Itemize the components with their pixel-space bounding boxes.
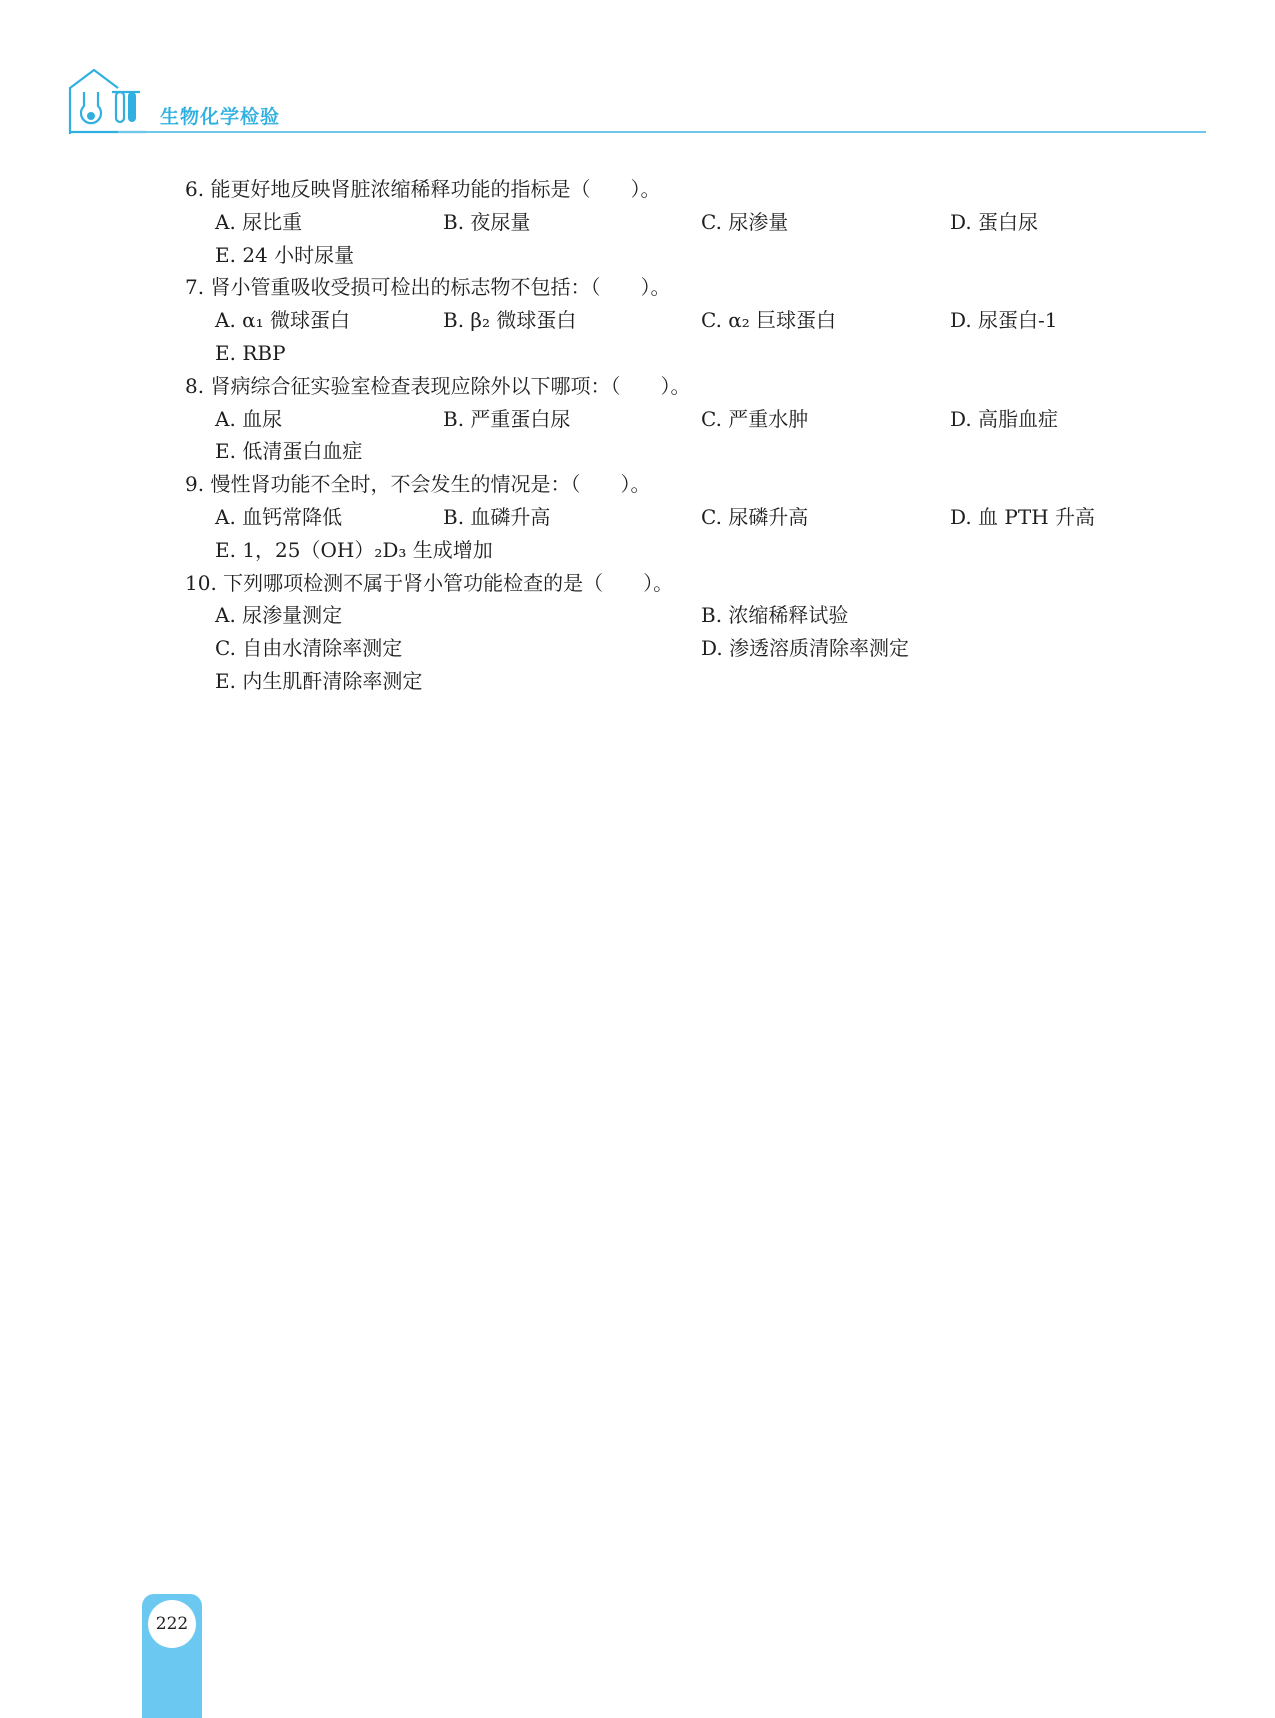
question-10-option-e: E. 内生肌酐清除率测定 xyxy=(215,668,423,693)
page-number: 222 xyxy=(148,1600,196,1648)
question-8-option-c: C. 严重水肿 xyxy=(701,406,809,431)
question-9-stem: 9. 慢性肾功能不全时，不会发生的情况是：（ ）。 xyxy=(185,472,651,497)
question-10-option-c: C. 自由水清除率测定 xyxy=(215,636,403,661)
question-7-options-row xyxy=(185,304,1115,337)
question-8-options-row-2 xyxy=(185,435,1115,468)
page-number-tab xyxy=(142,1594,202,1718)
question-6-option-a: A. 尿比重 xyxy=(215,209,303,234)
question-10-option-a: A. 尿渗量测定 xyxy=(215,603,343,628)
question-8-option-e: E. 低清蛋白血症 xyxy=(215,439,363,464)
question-6-stem: 6. 能更好地反映肾脏浓缩稀释功能的指标是（ ）。 xyxy=(185,177,661,201)
question-6-option-b: B. 夜尿量 xyxy=(443,209,531,234)
question-9-option-c: C. 尿磷升高 xyxy=(701,504,809,529)
question-8-stem: 8. 肾病综合征实验室检查表现应除外以下哪项：（ ）。 xyxy=(185,373,691,398)
question-10-options-row xyxy=(185,599,1115,632)
page-header xyxy=(68,64,1138,134)
book-title: 生物化学检验 xyxy=(160,106,281,128)
question-9-options-row xyxy=(185,501,1115,534)
question-7-stem: 7. 肾小管重吸收受损可检出的标志物不包括：（ ）。 xyxy=(185,275,671,300)
question-7-option-d: D. 尿蛋白-1 xyxy=(950,308,1058,333)
question-7-options-row-2 xyxy=(185,337,1115,370)
question-list xyxy=(185,173,1115,698)
question-9-option-d: D. 血 PTH 升高 xyxy=(950,504,1095,529)
question-10-options-row-3 xyxy=(185,665,1115,698)
question-10-option-d: D. 渗透溶质清除率测定 xyxy=(701,636,910,661)
question-8-option-d: D. 高脂血症 xyxy=(950,406,1059,431)
question-8-option-b: B. 严重蛋白尿 xyxy=(443,406,571,431)
question-8-option-a: A. 血尿 xyxy=(215,406,283,431)
question-7-option-e: E. RBP xyxy=(215,340,286,365)
question-10-options-row-2 xyxy=(185,632,1115,665)
question-9-option-a: A. 血钙常降低 xyxy=(215,504,343,529)
header-divider xyxy=(118,131,1206,133)
question-7-option-c: C. α₂ 巨球蛋白 xyxy=(701,308,837,333)
question-7-option-b: B. β₂ 微球蛋白 xyxy=(443,308,577,333)
question-10-stem: 10. 下列哪项检测不属于肾小管功能检查的是（ ）。 xyxy=(185,570,674,595)
question-9-option-b: B. 血磷升高 xyxy=(443,504,551,529)
question-7-option-a: A. α₁ 微球蛋白 xyxy=(215,308,351,333)
lab-glassware-icon xyxy=(68,68,148,134)
question-8-options-row xyxy=(185,403,1115,436)
question-6-options-row xyxy=(185,206,1115,239)
question-10-option-b: B. 浓缩稀释试验 xyxy=(701,603,849,628)
question-6-option-d: D. 蛋白尿 xyxy=(950,209,1039,234)
question-6-option-c: C. 尿渗量 xyxy=(701,209,789,234)
question-9-options-row-2 xyxy=(185,534,1115,567)
question-6-option-e: E. 24 小时尿量 xyxy=(215,242,355,267)
question-6-options-row-2 xyxy=(185,239,1115,272)
question-9-option-e: E. 1，25（OH）₂D₃ 生成增加 xyxy=(215,537,493,562)
